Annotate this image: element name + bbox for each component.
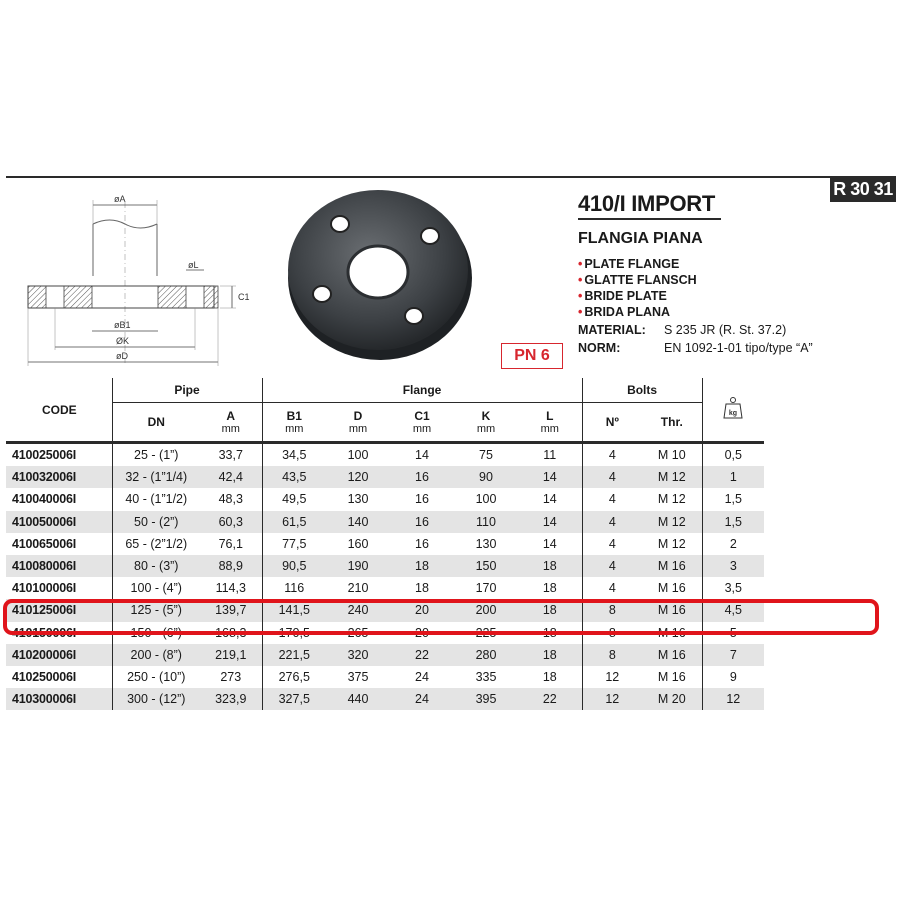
cell-k: 75 (479, 448, 493, 463)
cell-dn: 200 - (8”) (112, 644, 200, 666)
cell-k: 280 (454, 644, 518, 666)
cell-b1: 116 (262, 577, 326, 599)
cell-c1: 18 (390, 555, 454, 577)
cell-dn: 50 - (2”) (112, 511, 200, 533)
cell-dn: 250 - (10”) (112, 666, 200, 688)
cell-b1: 43,5 (262, 466, 326, 488)
label-c1: C1 (238, 292, 250, 302)
cell-d: 190 (326, 555, 390, 577)
cell-d: 100 (347, 448, 369, 463)
label-l: øL (188, 260, 199, 270)
cell-k: 110 (454, 511, 518, 533)
cell-k: 225 (475, 625, 497, 640)
cell-thr: M 16 (642, 555, 702, 577)
cell-code: 410025006I (12, 448, 77, 463)
cell-l: 22 (518, 688, 582, 710)
cell-n: 8 (582, 622, 642, 644)
table-row (6, 555, 764, 577)
cell-a: 33,7 (218, 448, 243, 463)
weight-kg-icon (722, 396, 744, 420)
cell-code: 410065006I (12, 536, 77, 551)
cell-kg: 1 (702, 466, 764, 488)
col-a: A mm (221, 409, 240, 435)
cell-thr: M 10 (657, 448, 686, 463)
cell-thr: M 16 (642, 599, 702, 621)
cell-thr: M 12 (642, 466, 702, 488)
cell-n: 12 (582, 688, 642, 710)
bolts-group-header: Bolts (582, 378, 702, 403)
label-b1: øB1 (114, 320, 131, 330)
label-d: øD (116, 351, 128, 361)
cell-b1: 276,5 (262, 666, 326, 688)
col-l: L mm (540, 409, 559, 435)
cell-c1: 18 (415, 581, 429, 596)
table-row (6, 666, 764, 688)
cell-b1: 90,5 (262, 555, 326, 577)
table-row (6, 511, 764, 533)
cell-kg: 12 (702, 688, 764, 710)
cell-a: 219,1 (200, 644, 262, 666)
cell-code: 410300006I (6, 688, 112, 710)
cell-k: 170 (475, 581, 497, 596)
cell-thr: M 16 (642, 644, 702, 666)
cell-b1: 34,5 (262, 443, 326, 467)
cell-dn: 80 - (3”) (112, 555, 200, 577)
cell-k: 200 (454, 599, 518, 621)
cell-n: 4 (582, 443, 642, 467)
cell-c1: 16 (390, 511, 454, 533)
cell-l: 14 (518, 511, 582, 533)
cell-k: 130 (475, 536, 497, 551)
cell-a: 139,7 (200, 599, 262, 621)
cell-code: 410250006I (12, 669, 77, 684)
cell-d: 120 (326, 466, 390, 488)
cell-thr: M 20 (642, 688, 702, 710)
cell-b1: 327,5 (262, 688, 326, 710)
cell-l: 14 (542, 536, 557, 551)
product-title: 410/I IMPORT (578, 191, 715, 216)
cell-c1: 14 (415, 448, 429, 463)
cell-code: 410032006I (6, 466, 112, 488)
cell-kg: 3 (702, 555, 764, 577)
cell-dn: 125 - (5”) (112, 599, 200, 621)
title-underline (578, 218, 721, 220)
pn-rating-badge: PN 6 (501, 343, 563, 369)
cell-l: 18 (542, 625, 557, 640)
cell-a: 273 (220, 669, 242, 684)
col-n: Nº (582, 403, 642, 443)
cell-l: 18 (518, 644, 582, 666)
cell-n: 4 (582, 488, 642, 510)
translation-item: • BRIDA PLANA (578, 305, 671, 319)
cell-kg: 0,5 (702, 443, 764, 467)
cell-dn: 150 - (6”) (112, 622, 200, 644)
cell-kg: 2 (702, 533, 764, 555)
cell-n: 8 (582, 644, 642, 666)
cell-b1: 141,5 (262, 599, 326, 621)
pipe-group-header: Pipe (112, 378, 262, 403)
cell-dn: 300 - (12”) (112, 688, 200, 710)
cell-k: 335 (475, 669, 497, 684)
col-dn: DN (112, 403, 200, 443)
cell-c1: 24 (415, 669, 429, 684)
cell-d: 265 (347, 625, 369, 640)
table-row (6, 488, 764, 510)
cell-code: 410100006I (12, 581, 77, 596)
cell-c1: 24 (390, 688, 454, 710)
cell-c1: 20 (415, 625, 429, 640)
table-row (6, 688, 764, 710)
cell-dn: 32 - (1”1/4) (112, 466, 200, 488)
cell-thr: M 12 (642, 511, 702, 533)
cell-kg: 1,5 (702, 511, 764, 533)
cell-b1: 170,5 (262, 622, 326, 644)
cell-code: 410150006I (12, 625, 77, 640)
cell-code: 410080006I (6, 555, 112, 577)
table-row (6, 644, 764, 666)
col-d: D mm (348, 409, 368, 435)
dimensions-table (6, 378, 764, 710)
col-thr: Thr. (660, 415, 683, 429)
cell-b1: 61,5 (262, 511, 326, 533)
label-a: øA (114, 194, 126, 204)
cell-n: 4 (582, 577, 642, 599)
cell-k: 395 (454, 688, 518, 710)
page-badge: R 30 31 (830, 176, 896, 202)
cell-k: 100 (475, 492, 497, 507)
cell-c1: 16 (390, 466, 454, 488)
cell-thr: M 16 (657, 581, 686, 596)
material-spec: MATERIAL: S 235 JR (R. St. 37.2) (578, 323, 787, 337)
cell-n: 8 (582, 599, 642, 621)
translation-item: • BRIDE PLATE (578, 289, 667, 303)
cell-l: 14 (542, 492, 557, 507)
translations-list (578, 256, 697, 320)
cell-b1: 49,5 (262, 488, 326, 510)
cell-k: 150 (454, 555, 518, 577)
cell-n: 12 (582, 666, 642, 688)
cell-dn: 40 - (1”1/2) (112, 488, 200, 510)
cell-code: 410050006I (6, 511, 112, 533)
cell-kg: 7 (702, 644, 764, 666)
table-row (6, 443, 764, 467)
cell-thr: M 12 (657, 536, 686, 551)
header-rule (6, 176, 896, 178)
highlight-row-frame (3, 599, 879, 635)
cell-kg: 1,5 (702, 488, 764, 510)
cell-n: 4 (582, 511, 642, 533)
cell-thr: M 16 (657, 669, 686, 684)
table-row (6, 466, 764, 488)
cell-a: 60,3 (200, 511, 262, 533)
cell-n: 4 (582, 533, 642, 555)
cell-a: 323,9 (200, 688, 262, 710)
cell-thr: M 12 (657, 492, 686, 507)
cell-kg: 5 (702, 622, 764, 644)
cell-k: 90 (454, 466, 518, 488)
cell-a: 42,4 (200, 466, 262, 488)
cell-dn: 65 - (2”1/2) (112, 533, 200, 555)
cell-code: 410040006I (12, 492, 77, 507)
cell-l: 18 (542, 581, 557, 596)
cell-d: 320 (326, 644, 390, 666)
table-body (6, 443, 764, 711)
product-subtitle: FLANGIA PIANA (578, 230, 703, 247)
cell-kg: 3,5 (702, 577, 764, 599)
flange-photo (282, 180, 478, 366)
cell-c1: 16 (415, 492, 429, 507)
col-b1: B1 mm (262, 403, 326, 443)
cell-d: 440 (326, 688, 390, 710)
cell-l: 18 (518, 599, 582, 621)
cell-c1: 22 (390, 644, 454, 666)
norm-spec: NORM: EN 1092-1-01 tipo/type “A” (578, 341, 813, 355)
cell-l: 11 (543, 448, 557, 463)
cell-n: 4 (582, 555, 642, 577)
cell-dn: 25 - (1”) (112, 443, 200, 467)
cell-d: 140 (326, 511, 390, 533)
svg-text:kg: kg (729, 410, 738, 417)
flange-technical-drawing (20, 188, 260, 368)
table-row (6, 533, 764, 555)
cell-a: 88,9 (200, 555, 262, 577)
label-k: ØK (116, 336, 130, 346)
cell-c1: 20 (390, 599, 454, 621)
col-c1: C1 mm (412, 409, 432, 435)
cell-a: 114,3 (215, 581, 246, 596)
translation-item: • GLATTE FLANSCH (578, 273, 697, 287)
cell-d: 130 (347, 492, 369, 507)
flange-group-header: Flange (262, 378, 582, 403)
table-row (6, 577, 764, 599)
cell-d: 240 (326, 599, 390, 621)
cell-c1: 16 (415, 536, 429, 551)
cell-n: 4 (582, 466, 642, 488)
cell-kg: 4,5 (702, 599, 764, 621)
cell-b1: 221,5 (262, 644, 326, 666)
cell-kg: 9 (702, 666, 764, 688)
cell-a: 48,3 (218, 492, 243, 507)
cell-code: 410125006I (6, 599, 112, 621)
cell-b1: 77,5 (262, 533, 326, 555)
cell-d: 375 (347, 669, 369, 684)
cell-a: 76,1 (218, 536, 243, 551)
cell-l: 18 (518, 555, 582, 577)
cell-l: 14 (518, 466, 582, 488)
cell-dn: 100 - (4”) (112, 577, 200, 599)
cell-l: 18 (542, 669, 557, 684)
cell-d: 160 (347, 536, 369, 551)
cell-thr: M 16 (657, 625, 686, 640)
code-header: CODE (42, 402, 77, 417)
col-k: K mm (476, 409, 496, 435)
weight-header (702, 378, 764, 443)
translation-item: • PLATE FLANGE (578, 257, 680, 271)
cell-code: 410200006I (6, 644, 112, 666)
cell-a: 168,3 (215, 625, 247, 640)
cell-d: 210 (347, 581, 369, 596)
